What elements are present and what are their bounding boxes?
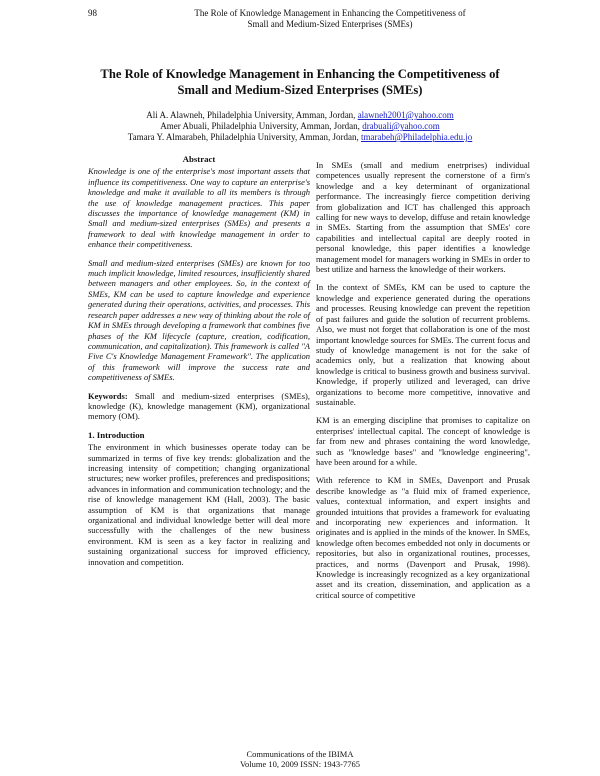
paper-title-line-2: Small and Medium-Sized Enterprises (SMEs)	[177, 83, 423, 97]
running-header-line-1: The Role of Knowledge Management in Enhancing the Competitiveness of	[194, 8, 466, 18]
running-header	[140, 8, 520, 30]
keywords-label: Keywords:	[88, 390, 128, 401]
keywords	[88, 391, 310, 422]
paper-title-line-1: The Role of Knowledge Management in Enhancing the Competitiveness of	[100, 67, 500, 81]
journal-name: Communications of the IBIMA	[246, 749, 354, 759]
author-email-link[interactable]: alawneh2001@yahoo.com	[357, 110, 454, 120]
running-header-line-2: Small and Medium-Sized Enterprises (SMEs)	[247, 19, 413, 29]
page-number: 98	[88, 8, 97, 18]
body-paragraph: The environment in which businesses operate today can be summarized in terms of five key trends: globalization and the increasing intensity of competition; changing organizational structures; new worker profiles, preferences and predispositions; advances in information and communication technology; and the rise of knowledge management KM (Hall, 2003). The basic assumption of KM is that organizations that manage organizational and individual knowledge better will deal more successfully with the challenges of the new business environment. KM is seen as a key factor in realizing and sustaining organizational success for improved efficiency, innovation and competition.	[88, 442, 310, 567]
author-affiliation: Amer Abuali, Philadelphia University, Amman, Jordan,	[160, 121, 363, 131]
author-line	[80, 121, 520, 132]
author-line	[80, 132, 520, 143]
abstract-paragraph: Small and medium-sized enterprises (SMEs) are known for too much implicit knowledge, limited resources, insufficiently shared between managers and other employees. So, in the context of SMEs, KM can be used to capture knowledge and experience generated during their operations, activities, and processes. This research paper addresses a new way of thinking about the role of KM in SMEs through developing a framework that combines five phases of the KM lifecycle (capture, creation, codification, communication, and capitalization). This framework is called "A Five C's Knowledge Management Framework". The application of this framework will improve the success rate and competitiveness of SMEs.	[88, 257, 310, 383]
section-heading: 1. Introduction	[88, 429, 145, 440]
author-affiliation: Tamara Y. Almarabeh, Philadelphia University, Amman, Jordan,	[127, 132, 361, 142]
body-paragraph: With reference to KM in SMEs, Davenport and Prusak describe knowledge as "a fluid mix of framed experience, values, contextual information, and expert insights and grounded intuitions that provides a framework for evaluating and incorporating new experiences and information. It originates and is applied in the minds of the knower. In SMEs, knowledge often becomes embedded not only in documents or repositories, but also in organizational routines, processes, practices, and norms (Davenport and Prusak, 1998). Knowledge is increasingly recognized as a key organizational asset and its creation, dissemination, and application as a critical source of competitive	[316, 475, 530, 600]
left-column	[88, 154, 310, 575]
author-email-link[interactable]: tmarabeh@Philadelphia.edu.jo	[360, 132, 473, 142]
author-list	[80, 110, 520, 143]
body-paragraph: KM is an emerging discipline that promises to capitalize on enterprises' intellectual capital. The concept of knowledge is far from new and phrases containing the word knowledge, such as "knowledge bases" and "knowledge engineering", have been around for a while.	[316, 415, 530, 467]
journal-volume: Volume 10, 2009 ISSN: 1943-7765	[239, 759, 361, 769]
right-column	[316, 160, 530, 608]
abstract-paragraph: Knowledge is one of the enterprise's most important assets that influence its competitiveness. One way to capture an enterprise's knowledge and make it available to all its members is through the use of knowledge management practices. This paper discusses the importance of knowledge management (KM) in Small and medium-sized enterprises (SMEs) and presents a framework to deal with knowledge management in order to enhance their competitiveness.	[88, 166, 310, 250]
paper-title	[60, 66, 540, 98]
body-paragraph: In the context of SMEs, KM can be used to capture the knowledge and experience generated during the operations and processes. Reusing knowledge can prevent the repetition of past failures and guide the solution of recurrent problems. Also, we must not forget that collaboration is one of the most important knowledge sources for SMEs. The current focus and study of knowledge management is not for the sake of academics only, but a realization that knowing about knowledge is critical to business growth and business survival. Knowledge, if properly utilized and leveraged, can drive organizations to become more competitive, innovative and sustainable.	[316, 282, 530, 407]
body-paragraph: In SMEs (small and medium enetrprises) individual competences usually represent the cornerstone of a firm's knowledge and a key determinant of organizational performance. The increasingly fierce competition deriving from globalization and ICT has challenged this approach calling for new ways to develop, diffuse and retain knowledge in SMEs. Starting from the assumption that SMEs' core capabilities and intellectual capital are deeply rooted in personal knowledge, this paper identifies a knowledge management model for managers working in SMEs in order to best utilize and harness the knowledge of their workers.	[316, 160, 530, 275]
author-email-link[interactable]: drabuali@yahoo.com	[362, 121, 440, 131]
abstract-heading: Abstract	[182, 154, 216, 164]
page-footer	[150, 749, 450, 769]
author-line	[80, 110, 520, 121]
keywords-text: Small and medium-sized enterprises (SMEs), knowledge (K), knowledge management (KM), organizational memory (OM).	[88, 390, 310, 422]
author-affiliation: Ali A. Alawneh, Philadelphia University, Amman, Jordan,	[146, 110, 358, 120]
